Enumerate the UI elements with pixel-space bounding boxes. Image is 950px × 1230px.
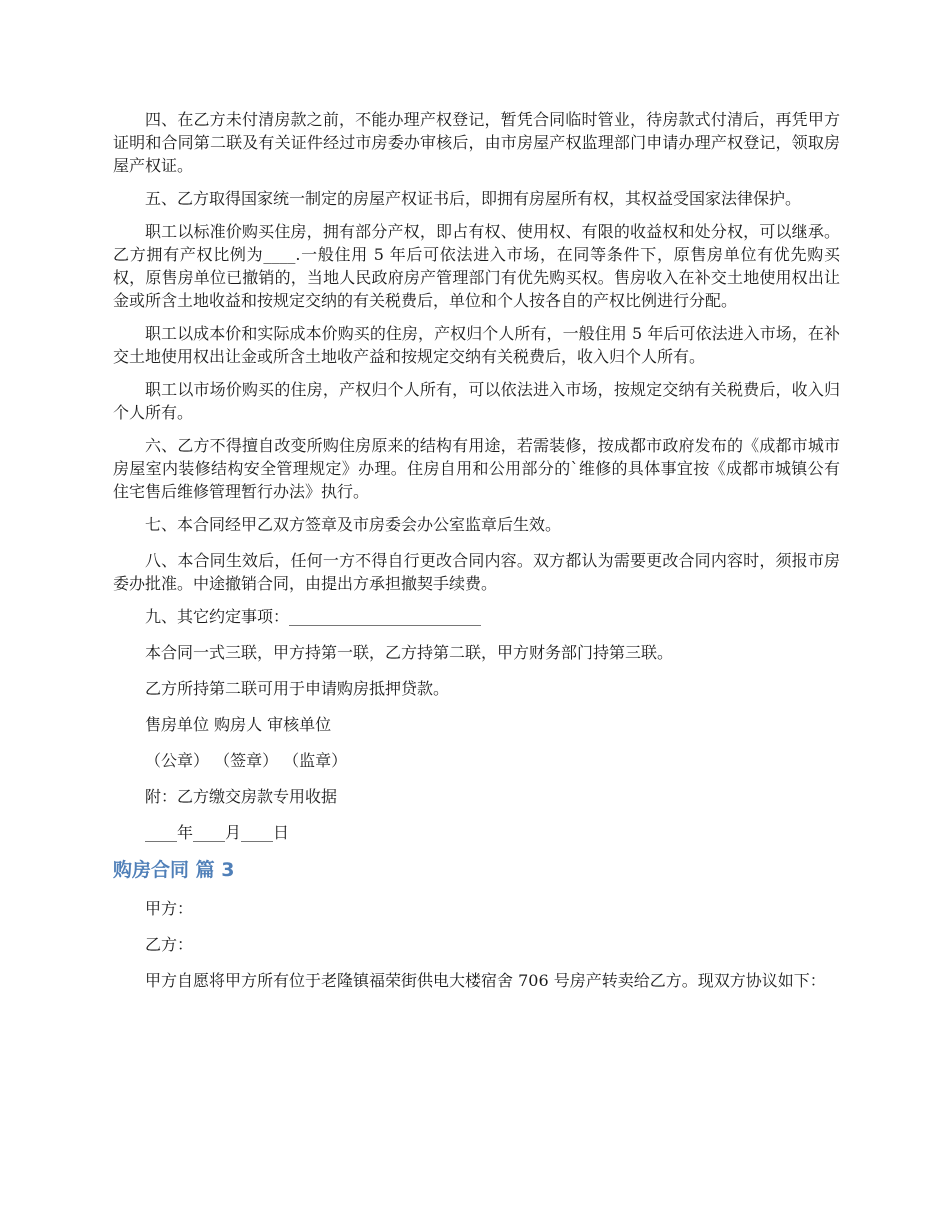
section-heading: 购房合同 篇 3 bbox=[113, 859, 235, 881]
clause-9: 九、其它约定事项：________________________ bbox=[145, 607, 482, 626]
agreement-intro: 甲方自愿将甲方所有位于老隆镇福荣街供电大楼宿舍 706 号房产转卖给乙方。现双方协议如下： bbox=[145, 971, 826, 990]
paragraph-cost-price: 职工以成本价和实际成本价购买的住房，产权归个人所有，一般住用 5 年后可依法进入市场，在补交土地使用权出让金或所含土地收产益和按规定交纳有关税费后，收入归个人所有。 bbox=[113, 324, 840, 366]
mortgage-statement: 乙方所持第二联可用于申请购房抵押贷款。 bbox=[145, 679, 450, 698]
document-body bbox=[113, 108, 840, 1002]
paragraph-standard-price: 职工以标准价购买住房，拥有部分产权，即占有权、使用权、有限的收益权和处分权，可以继承。乙方拥有产权比例为____.一般住用 5 年后可依法进入市场，在同等条件下，原售房单位有优先购买权，原售房单位已撤销的，当地人民政府房产管理部门有优先购买权。售房收入在补交土地使用权出让金或所含土地收益和按规定交纳的有关税费后，单位和个人按各自的产权比例进行分配。 bbox=[113, 222, 840, 310]
date-line: ____年____月____日 bbox=[145, 823, 290, 842]
copies-statement: 本合同一式三联，甲方持第一联，乙方持第二联，甲方财务部门持第三联。 bbox=[145, 643, 674, 662]
signature-parties: 售房单位 购房人 审核单位 bbox=[145, 715, 332, 734]
clause-6: 六、乙方不得擅自改变所购住房原来的结构有用途，若需装修，按成都市政府发布的《成都市城市房屋室内装修结构安全管理规定》办理。住房自用和公用部分的`维修的具体事宜按《成都市城镇公有住宅售后维修管理暂行办法》执行。 bbox=[113, 436, 840, 501]
party-b: 乙方： bbox=[145, 935, 194, 954]
paragraph-market-price: 职工以市场价购买的住房，产权归个人所有，可以依法进入市场，按规定交纳有关税费后，收入归个人所有。 bbox=[113, 380, 840, 422]
seal-labels: （公章） （签章） （监章） bbox=[145, 751, 348, 770]
clause-8: 八、本合同生效后，任何一方不得自行更改合同内容。双方都认为需要更改合同内容时，须报市房委办批准。中途撤销合同，由提出方承担撤契手续费。 bbox=[113, 551, 840, 593]
clause-5: 五、乙方取得国家统一制定的房屋产权证书后，即拥有房屋所有权，其权益受国家法律保护。 bbox=[145, 189, 802, 208]
party-a: 甲方： bbox=[145, 899, 194, 918]
clause-4: 四、在乙方未付清房款之前，不能办理产权登记，暂凭合同临时管业，待房款式付清后，再凭甲方证明和合同第二联及有关证件经过市房委办审核后，由市房屋产权监理部门申请办理产权登记，领取房屋产权证。 bbox=[113, 110, 840, 175]
attachment-note: 附：乙方缴交房款专用收据 bbox=[145, 787, 338, 806]
clause-7: 七、本合同经甲乙双方签章及市房委会办公室监章后生效。 bbox=[145, 515, 562, 534]
